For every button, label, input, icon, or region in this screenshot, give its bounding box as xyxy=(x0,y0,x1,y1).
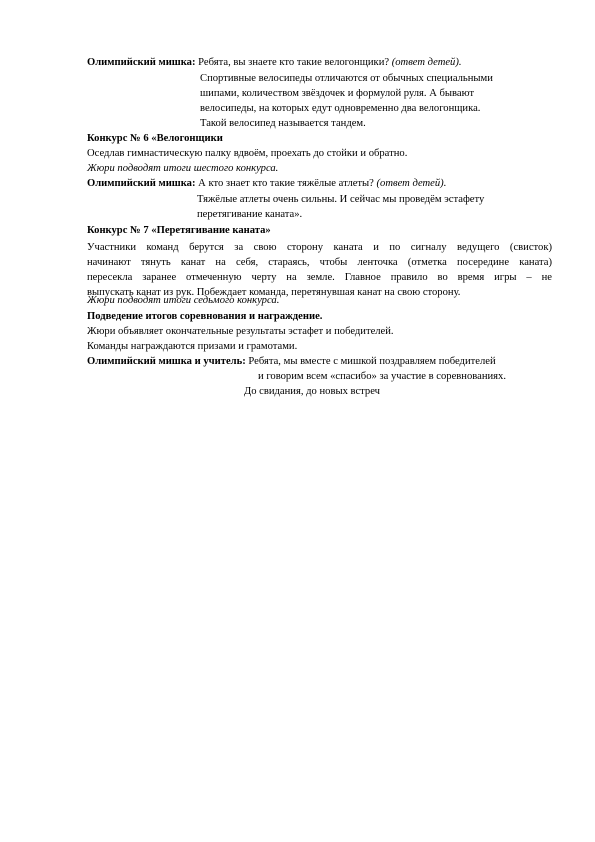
farewell-line: До свидания, до новых встреч xyxy=(244,386,380,397)
speaker-bear: Олимпийский мишка: xyxy=(87,57,196,68)
line-9 xyxy=(87,177,446,191)
paragraph-line-4: выпускать канат из рук. Побеждает команда, перетянувшая канат на свою сторону. xyxy=(87,287,461,298)
speaker-bear: Олимпийский мишка: xyxy=(87,178,196,189)
contest-7-heading: Конкурс № 7 «Перетягивание каната» xyxy=(87,225,271,236)
summary-line-1: Жюри объявляет окончательные результаты эстафет и победителей. xyxy=(87,326,394,337)
contest-6-text: Оседлав гимнастическую палку вдвоём, проехать до стойки и обратно. xyxy=(87,148,408,159)
summary-line-2: Команды награждаются призами и грамотами. xyxy=(87,341,298,352)
summary-heading: Подведение итогов соревнования и награждение. xyxy=(87,311,323,322)
line-3: шипами, количеством звёздочек и формулой руля. А бывают xyxy=(200,88,474,99)
note-answer: (ответ детей). xyxy=(391,57,462,68)
line-text: Ребята, мы вместе с мишкой поздравляем победителей xyxy=(245,356,496,367)
jury-note-6: Жюри подводят итоги шестого конкурса. xyxy=(87,163,279,174)
line-text: А кто знает кто такие тяжёлые атлеты? xyxy=(195,178,377,189)
paragraph-line-3: пересекла заранее отмеченную черту на земле. Главное правило во время игры – не xyxy=(87,272,552,283)
line-4: велосипеды, на которых едут одновременно два велогонщика. xyxy=(200,103,481,114)
line-18: и говорим всем «спасибо» за участие в соревнованиях. xyxy=(258,371,506,382)
line-5: Такой велосипед называется тандем. xyxy=(200,118,366,129)
line-17 xyxy=(87,355,496,369)
jury-note-7: Жюри подводят итоги седьмого конкурса. xyxy=(87,295,280,306)
line-10: Тяжёлые атлеты очень сильны. И сейчас мы проведём эстафету xyxy=(197,194,485,205)
speaker-bear-teacher: Олимпийский мишка и учитель: xyxy=(87,356,246,367)
note-answer: (ответ детей). xyxy=(376,178,447,189)
line-1 xyxy=(87,56,462,70)
line-2: Спортивные велосипеды отличаются от обычных специальными xyxy=(200,73,493,84)
contest-6-heading: Конкурс № 6 «Велогонщики xyxy=(87,133,223,144)
paragraph-line-1: Участники команд берутся за свою сторону каната и по сигналу ведущего (свисток) xyxy=(87,242,552,253)
paragraph-line-2: начинают тянуть канат на себя, стараясь, чтобы ленточка (отметка посередине каната) xyxy=(87,257,552,268)
line-text: Ребята, вы знаете кто такие велогонщики? xyxy=(195,57,392,68)
line-11: перетягивание каната». xyxy=(197,209,303,220)
